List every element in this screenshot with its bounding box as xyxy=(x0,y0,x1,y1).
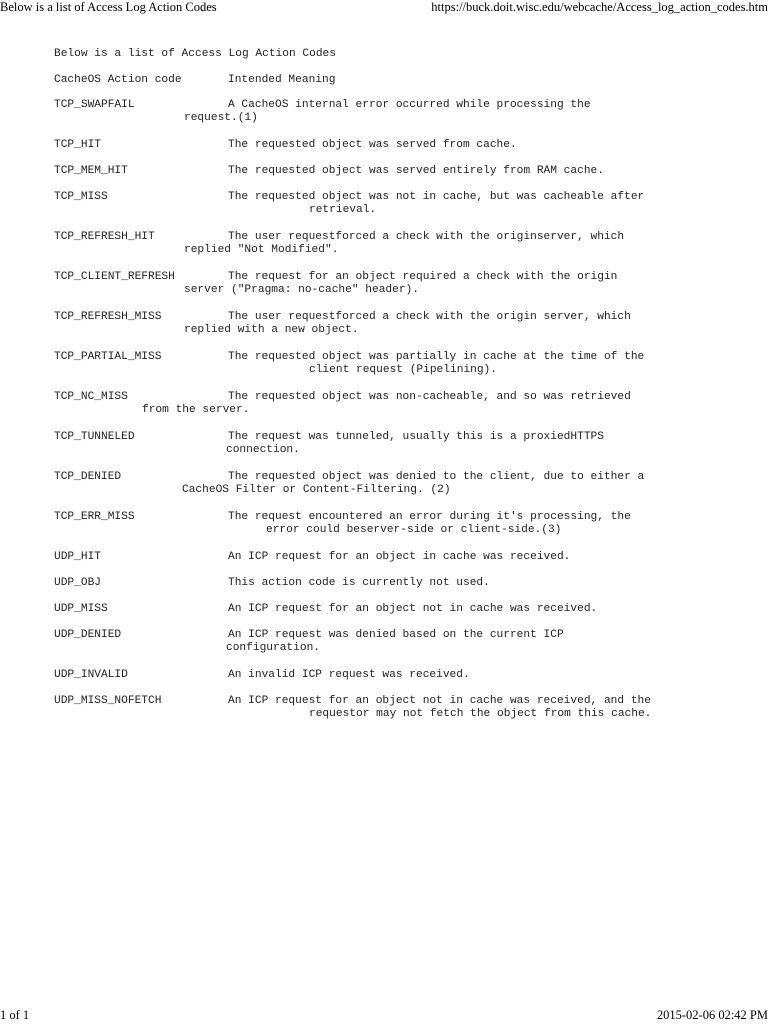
action-code: TCP_NC_MISS xyxy=(54,391,128,403)
action-code: UDP_DENIED xyxy=(54,629,122,641)
list-item xyxy=(54,669,754,682)
action-code: TCP_MISS xyxy=(54,191,108,203)
action-code: TCP_REFRESH_MISS xyxy=(54,311,162,323)
action-code: TCP_MEM_HIT xyxy=(54,165,128,177)
action-code: UDP_OBJ xyxy=(54,577,101,589)
action-meaning-continued: configuration. xyxy=(226,642,320,654)
action-meaning: An invalid ICP request was received. xyxy=(228,669,470,681)
action-meaning-continued: error could beserver-side or client-side.(3) xyxy=(266,524,562,536)
list-item xyxy=(54,629,754,655)
print-footer xyxy=(0,1008,768,1024)
action-meaning: The requested object was denied to the client, due to either a xyxy=(228,471,645,483)
list-item xyxy=(54,511,754,537)
action-meaning: The requested object was not in cache, but was cacheable after xyxy=(228,191,645,203)
page-url: https://buck.doit.wisc.edu/webcache/Access_log_action_codes.htm xyxy=(431,0,768,14)
action-meaning: The requested object was non-cacheable, and so was retrieved xyxy=(228,391,631,403)
column-headers xyxy=(54,73,754,99)
action-meaning: This action code is currently not used. xyxy=(228,577,490,589)
list-item xyxy=(54,231,754,257)
action-meaning-continued: client request (Pipelining). xyxy=(309,364,497,376)
action-code-list xyxy=(54,99,754,721)
list-item xyxy=(54,351,754,377)
action-meaning: A CacheOS internal error occurred while processing the xyxy=(228,99,591,111)
column-header-code: CacheOS Action code xyxy=(54,74,182,86)
action-meaning: An ICP request for an object not in cache was received. xyxy=(228,603,598,615)
action-code: TCP_CLIENT_REFRESH xyxy=(54,271,175,283)
action-code: TCP_REFRESH_HIT xyxy=(54,231,155,243)
document-body xyxy=(54,47,754,721)
action-meaning: An ICP request was denied based on the current ICP xyxy=(228,629,564,641)
action-meaning: The request was tunneled, usually this is a proxiedHTTPS xyxy=(228,431,604,443)
action-meaning: The user requestforced a check with the originserver, which xyxy=(228,231,625,243)
page-title: Below is a list of Access Log Action Codes xyxy=(0,0,217,14)
action-code: TCP_ERR_MISS xyxy=(54,511,135,523)
action-meaning-continued: request.(1) xyxy=(184,112,258,124)
action-meaning-continued: server ("Pragma: no-cache" header). xyxy=(184,284,419,296)
intro-line: Below is a list of Access Log Action Codes xyxy=(54,48,336,60)
list-item xyxy=(54,311,754,337)
list-item xyxy=(54,431,754,457)
action-meaning: The request for an object required a check with the origin xyxy=(228,271,618,283)
print-datetime: 2015-02-06 02:42 PM xyxy=(656,1008,768,1022)
list-item xyxy=(54,139,754,152)
list-item xyxy=(54,271,754,297)
list-item xyxy=(54,391,754,417)
list-item xyxy=(54,577,754,590)
action-code: TCP_HIT xyxy=(54,139,101,151)
list-item xyxy=(54,471,754,497)
list-item xyxy=(54,191,754,217)
action-meaning-continued: CacheOS Filter or Content-Filtering. (2) xyxy=(182,484,451,496)
action-code: UDP_MISS_NOFETCH xyxy=(54,695,162,707)
action-code: TCP_TUNNELED xyxy=(54,431,135,443)
list-item xyxy=(54,695,754,721)
action-meaning-continued: requestor may not fetch the object from this cache. xyxy=(309,708,652,720)
action-meaning: An ICP request for an object not in cache was received, and the xyxy=(228,695,651,707)
action-meaning-continued: replied with a new object. xyxy=(184,324,359,336)
action-meaning: The request encountered an error during it's processing, the xyxy=(228,511,631,523)
action-code: TCP_SWAPFAIL xyxy=(54,99,135,111)
action-meaning: The requested object was served entirely from RAM cache. xyxy=(228,165,604,177)
column-header-meaning: Intended Meaning xyxy=(228,74,336,86)
action-code: UDP_INVALID xyxy=(54,669,128,681)
action-code: TCP_DENIED xyxy=(54,471,122,483)
action-meaning-continued: from the server. xyxy=(142,404,250,416)
print-header xyxy=(0,0,768,16)
list-item xyxy=(54,603,754,616)
action-meaning: The requested object was served from cache. xyxy=(228,139,517,151)
action-meaning: The requested object was partially in cache at the time of the xyxy=(228,351,645,363)
action-meaning-continued: connection. xyxy=(226,444,300,456)
action-code: TCP_PARTIAL_MISS xyxy=(54,351,162,363)
list-item xyxy=(54,551,754,564)
action-code: UDP_HIT xyxy=(54,551,101,563)
list-item xyxy=(54,99,754,125)
action-meaning: An ICP request for an object in cache was received. xyxy=(228,551,571,563)
action-meaning: The user requestforced a check with the origin server, which xyxy=(228,311,631,323)
list-item xyxy=(54,165,754,178)
action-code: UDP_MISS xyxy=(54,603,108,615)
action-meaning-continued: retrieval. xyxy=(309,204,377,216)
action-meaning-continued: replied "Not Modified". xyxy=(184,244,339,256)
page-count: 1 of 1 xyxy=(0,1008,30,1022)
